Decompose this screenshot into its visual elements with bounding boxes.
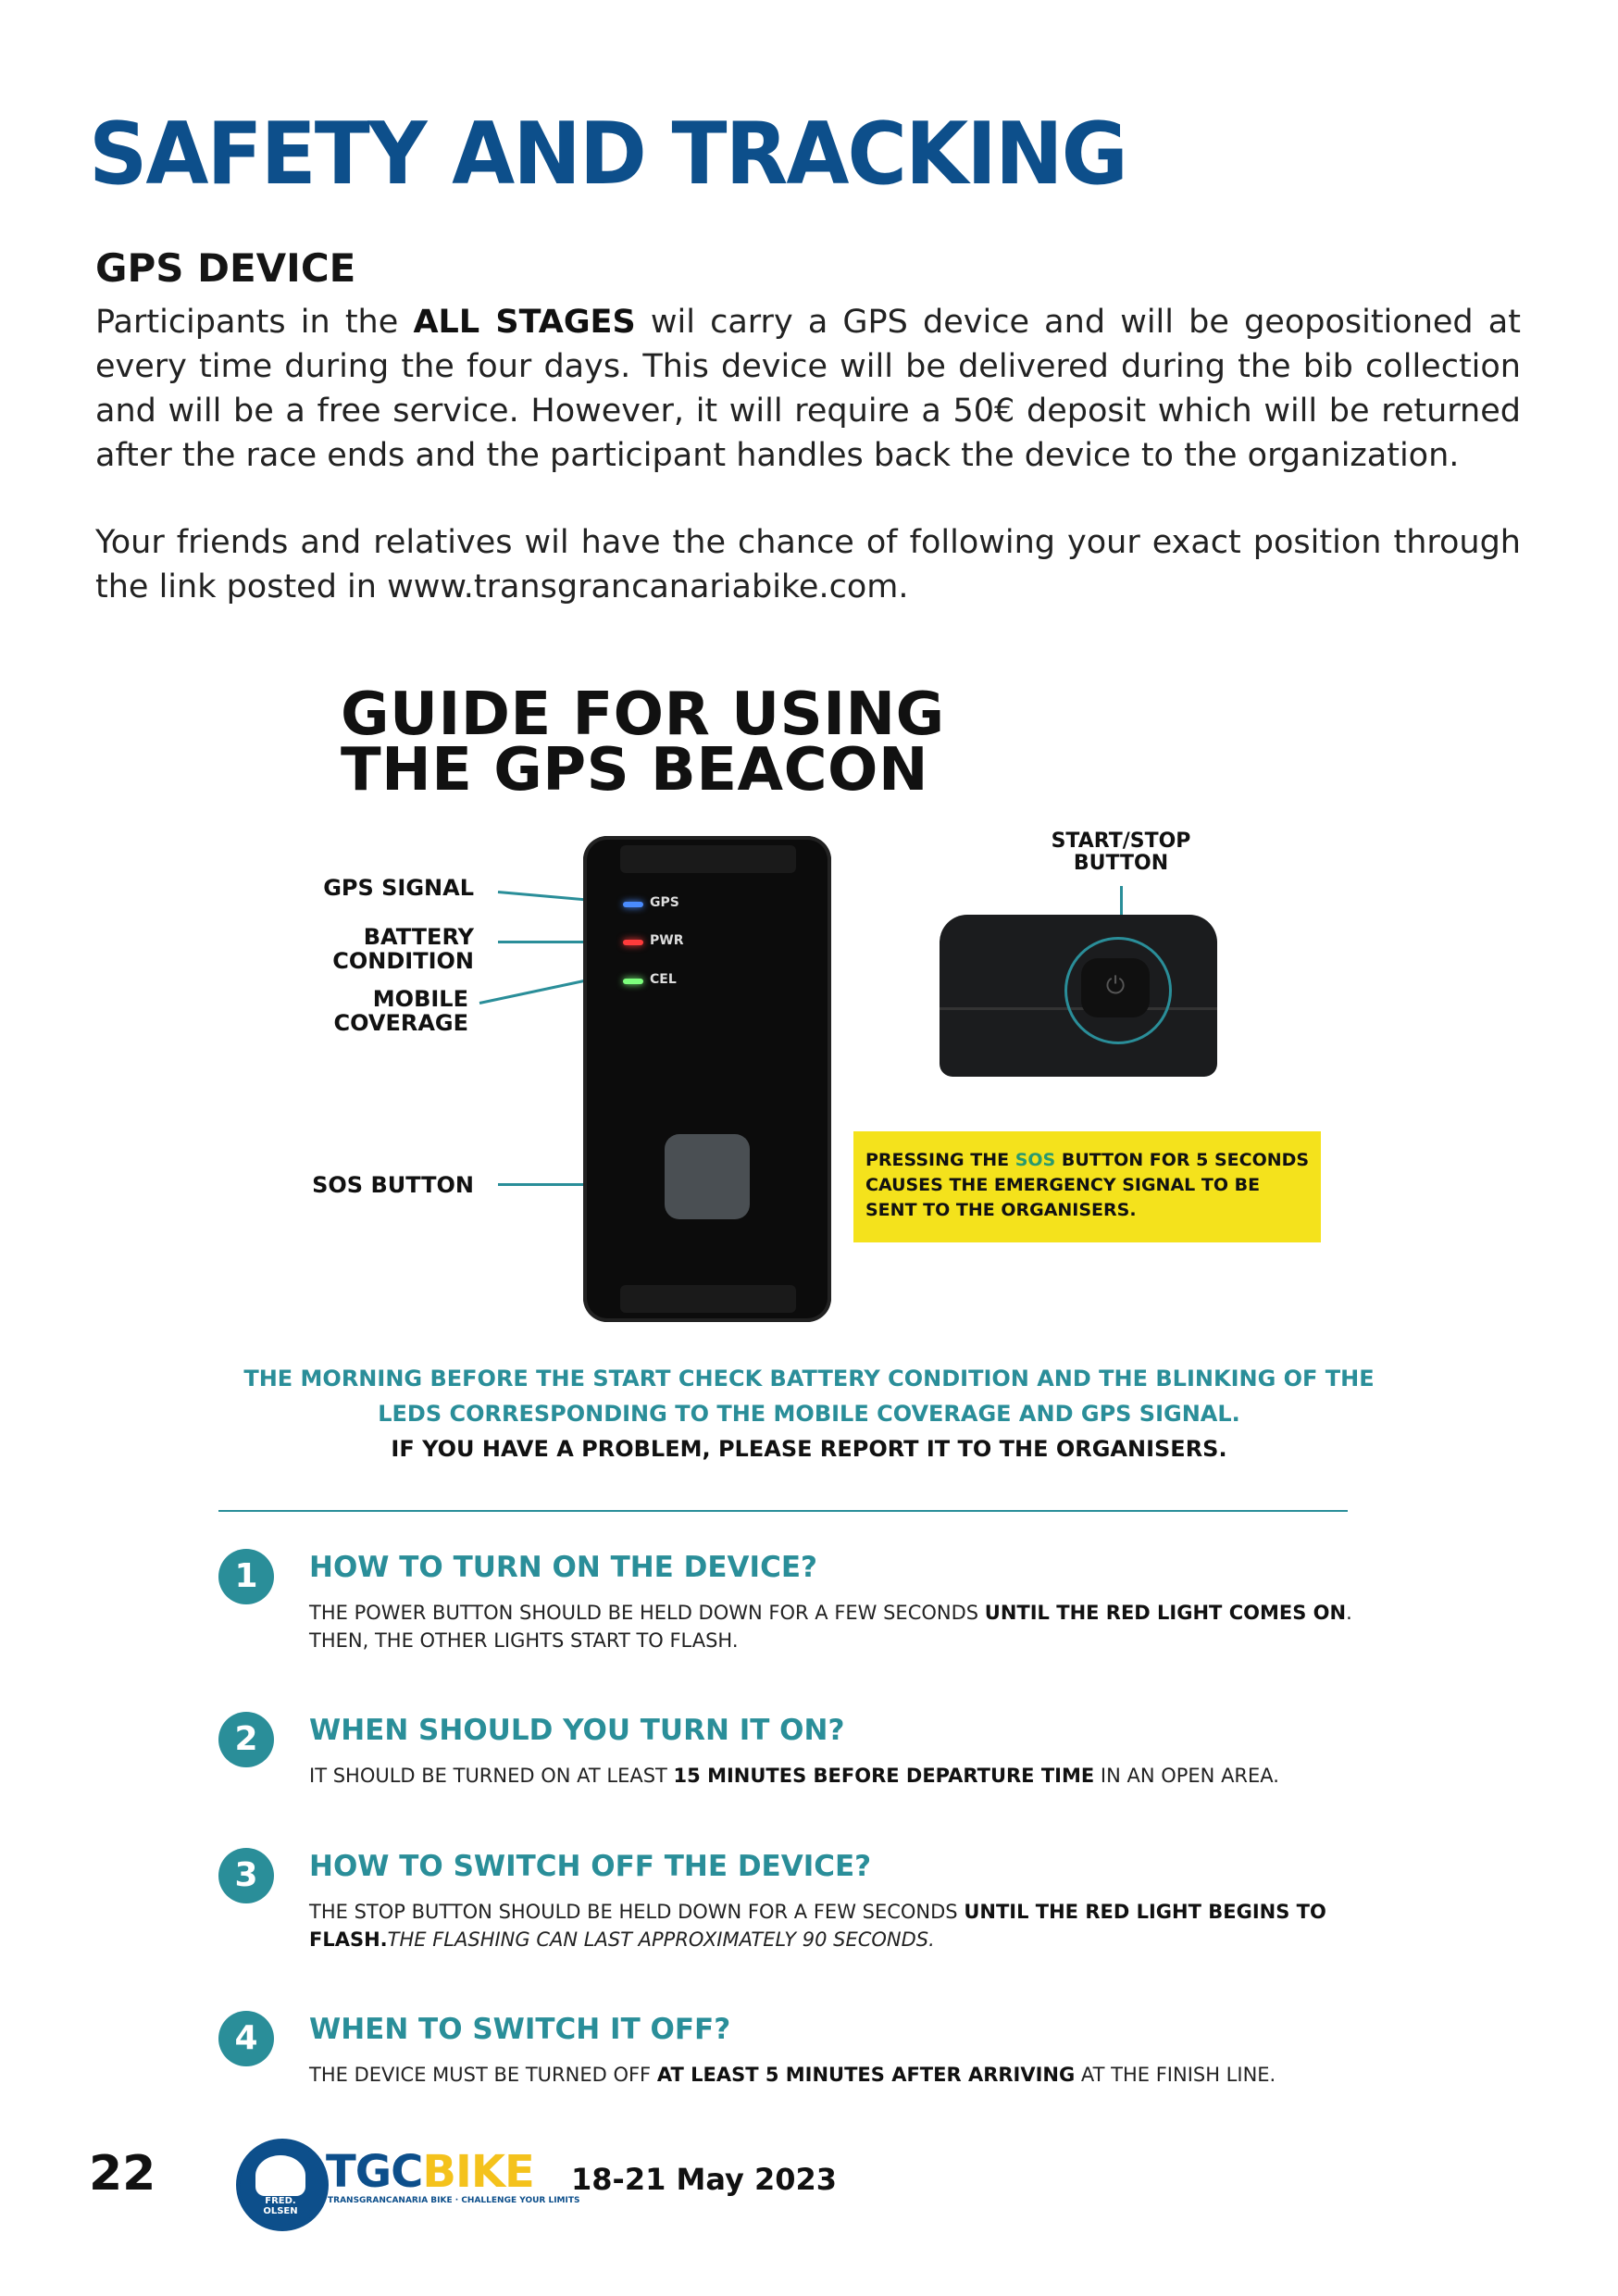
- step-3-text: THE STOP BUTTON SHOULD BE HELD DOWN FOR A FEW SECONDS UNTIL THE RED LIGHT BEGINS TO FLASH.THE FLASHING CAN LAST APPROXIMATELY 90 SECONDS.: [309, 1901, 1326, 1951]
- mobile-leader-line: [479, 978, 592, 1004]
- start-stop-label: START/STOP BUTTON: [1051, 830, 1191, 875]
- all-stages-emphasis: ALL STAGES: [413, 304, 636, 341]
- event-dates: 18-21 May 2023: [571, 2162, 837, 2197]
- step-4-text: THE DEVICE MUST BE TURNED OFF AT LEAST 5 MINUTES AFTER ARRIVING AT THE FINISH LINE.: [309, 2064, 1276, 2086]
- pwr-led-text: PWR: [650, 933, 684, 948]
- device-top-cap: [620, 845, 796, 873]
- sos-note-text: PRESSING THE SOS BUTTON FOR 5 SECONDS CAUSES THE EMERGENCY SIGNAL TO BE SENT TO THE ORGANISERS.: [865, 1150, 1310, 1220]
- page-title: SAFETY AND TRACKING: [89, 104, 1126, 205]
- guide-title: GUIDE FOR USING THE GPS BEACON: [341, 680, 945, 805]
- battery-condition-label: BATTERY CONDITION: [332, 924, 474, 974]
- step-3-title: HOW TO SWITCH OFF THE DEVICE?: [309, 1850, 872, 1883]
- cel-led: [623, 979, 643, 984]
- gps-led-text: GPS: [650, 895, 679, 910]
- logo-ribbon-text: FRED. OLSEN: [263, 2196, 298, 2216]
- step-1-badge: 1: [218, 1549, 274, 1604]
- mobile-coverage-label: MOBILE COVERAGE: [333, 986, 468, 1036]
- intro-paragraph: Participants in the ALL STAGES wil carry a GPS device and will be geopositioned at every time during the four days. This device will be delivered during the bib collection and will be a free service. However, it will require a 50€ deposit which will be returned after the race ends and the participant handles back the device to the organization.: [95, 304, 1521, 474]
- section-divider: [218, 1510, 1348, 1512]
- device-bottom-cap: [620, 1285, 796, 1313]
- logo-tagline: TRANSGRANCANARIA BIKE · CHALLENGE YOUR LIMITS: [328, 2196, 580, 2205]
- step-1-title: HOW TO TURN ON THE DEVICE?: [309, 1551, 817, 1584]
- pwr-led: [623, 940, 643, 945]
- gps-signal-label: GPS SIGNAL: [323, 875, 474, 901]
- step-4-title: WHEN TO SWITCH IT OFF?: [309, 2013, 731, 2046]
- power-icon: ⏻: [1105, 972, 1126, 1000]
- logo-mountain-icon: [255, 2155, 305, 2196]
- sos-button: [665, 1134, 750, 1219]
- page-number: 22: [89, 2146, 156, 2202]
- morning-check-line-1: THE MORNING BEFORE THE START CHECK BATTERY CONDITION AND THE BLINKING OF THE: [243, 1366, 1375, 1391]
- morning-check-line-2: LEDS CORRESPONDING TO THE MOBILE COVERAGE AND GPS SIGNAL.: [378, 1401, 1240, 1427]
- tgcbike-logo-wordmark: TGCBIKE: [326, 2146, 534, 2198]
- cel-led-text: CEL: [650, 972, 677, 987]
- gps-led: [623, 902, 643, 907]
- report-problem-line: IF YOU HAVE A PROBLEM, PLEASE REPORT IT TO THE ORGANISERS.: [391, 1436, 1227, 1462]
- step-2-badge: 2: [218, 1712, 274, 1767]
- step-3-badge: 3: [218, 1848, 274, 1903]
- tracking-paragraph: Your friends and relatives wil have the chance of following your exact position through the link posted in www.transgrancanariabike.com.: [95, 524, 1521, 605]
- step-2-title: WHEN SHOULD YOU TURN IT ON?: [309, 1714, 845, 1747]
- step-1-text: THE POWER BUTTON SHOULD BE HELD DOWN FOR A FEW SECONDS UNTIL THE RED LIGHT COMES ON. THEN, THE OTHER LIGHTS START TO FLASH.: [309, 1602, 1352, 1652]
- step-4-badge: 4: [218, 2011, 274, 2066]
- sos-button-label: SOS BUTTON: [312, 1172, 474, 1198]
- step-2-text: IT SHOULD BE TURNED ON AT LEAST 15 MINUTES BEFORE DEPARTURE TIME IN AN OPEN AREA.: [309, 1765, 1279, 1787]
- section-heading: GPS DEVICE: [95, 245, 356, 291]
- gps-beacon-front: [583, 836, 831, 1322]
- start-stop-highlight-circle: [1064, 937, 1172, 1044]
